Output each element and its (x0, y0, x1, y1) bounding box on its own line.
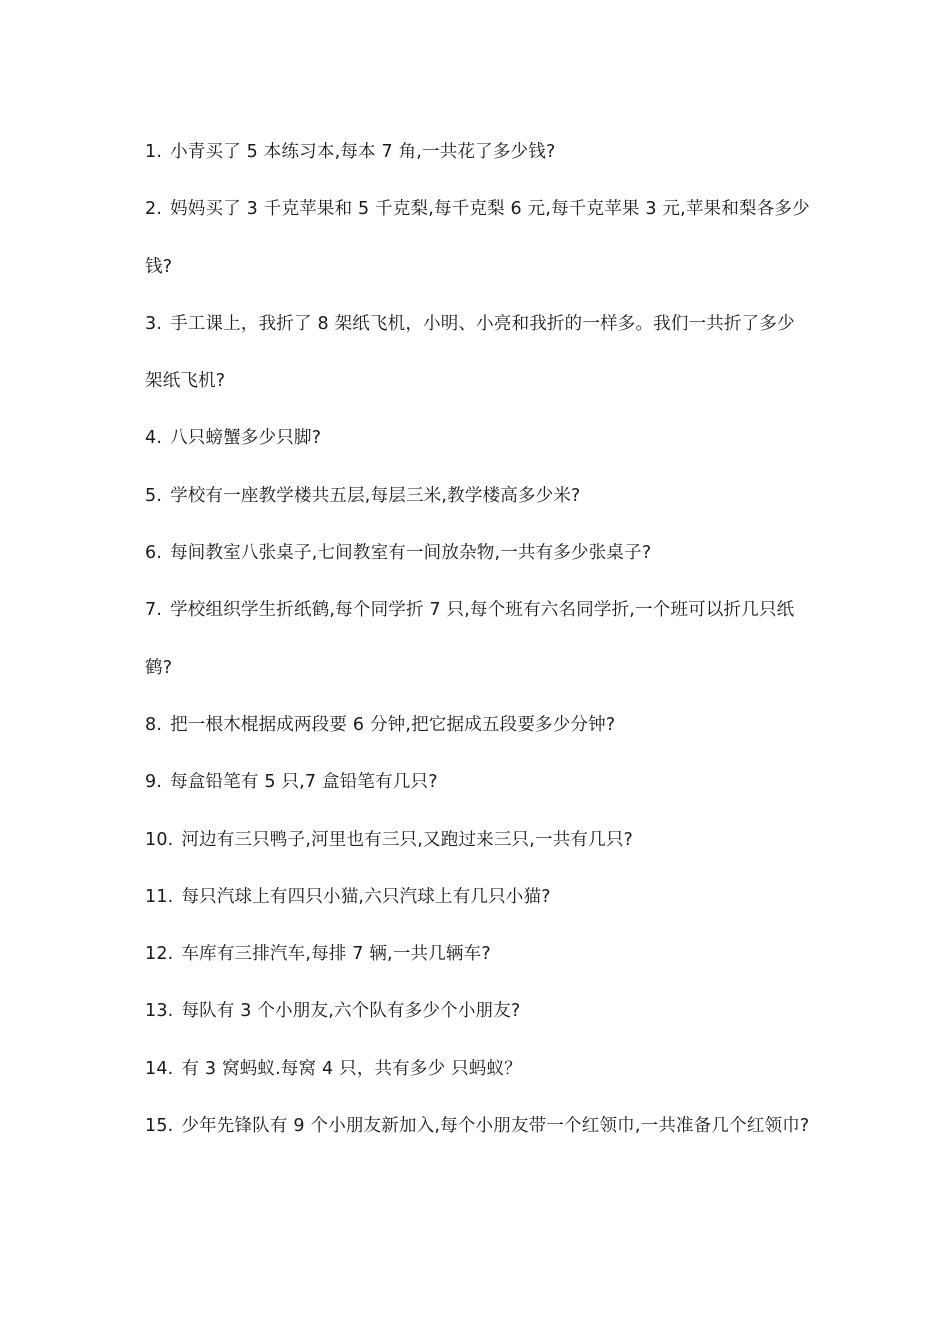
problem-number: 4. (145, 428, 163, 449)
problem-number: 7. (145, 600, 163, 621)
problem-item (145, 926, 810, 983)
problem-text: 每盒铅笔有 5 只,7 盒铅笔有几只? (170, 772, 438, 793)
problem-number: 14. (145, 1058, 174, 1079)
problem-text: 每队有 3 个小朋友,六个队有多少个小朋友? (181, 1001, 521, 1022)
problem-number: 15. (145, 1116, 174, 1137)
problem-text: 少年先锋队有 9 个小朋友新加入,每个小朋友带一个红领巾,一共准备几个红领巾? (181, 1116, 810, 1137)
problem-item (145, 1098, 810, 1155)
problem-text: 每只汽球上有四只小猫,六只汽球上有几只小猫? (181, 886, 551, 907)
problem-text: 八只螃蟹多少只脚? (170, 428, 322, 449)
problem-number: 5. (145, 485, 163, 506)
problem-number: 9. (145, 772, 163, 793)
problem-item (145, 468, 810, 525)
problem-item (145, 1041, 810, 1098)
problem-text: 妈妈买了 3 千克苹果和 5 千克梨,每千克梨 6 元,每千克苹果 3 元,苹果和梨各多少钱? (145, 199, 810, 277)
problem-item (145, 296, 810, 411)
problem-item (145, 410, 810, 467)
problem-item (145, 525, 810, 582)
problem-item (145, 869, 810, 926)
problem-number: 13. (145, 1001, 174, 1022)
problem-list (145, 124, 810, 1155)
problem-item (145, 124, 810, 181)
problem-item (145, 181, 810, 296)
problem-text: 有 3 窝蚂蚁.每窝 4 只，共有多少 只蚂蚁？ (181, 1058, 522, 1079)
problem-number: 2. (145, 199, 163, 220)
problem-item (145, 754, 810, 811)
problem-text: 手工课上，我折了 8 架纸飞机，小明、小亮和我折的一样多。我们一共折了多少架纸飞机? (145, 313, 795, 392)
problem-text: 小青买了 5 本练习本,每本 7 角,一共花了多少钱? (170, 142, 556, 162)
problem-text: 车库有三排汽车,每排 7 辆,一共几辆车? (181, 944, 491, 965)
problem-item (145, 582, 810, 697)
problem-item (145, 983, 810, 1040)
problem-number: 1. (145, 142, 163, 162)
problem-number: 6. (145, 543, 163, 564)
problem-number: 8. (145, 714, 163, 735)
problem-item (145, 812, 810, 869)
problem-number: 11. (145, 886, 174, 907)
problem-number: 10. (145, 829, 174, 850)
problem-item (145, 697, 810, 754)
problem-text: 学校组织学生折纸鹤,每个同学折 7 只,每个班有六名同学折,一个班可以折几只纸鹤? (145, 600, 795, 678)
problem-text: 每间教室八张桌子,七间教室有一间放杂物,一共有多少张桌子? (170, 543, 652, 564)
problem-number: 3. (145, 313, 163, 334)
problem-text: 河边有三只鸭子,河里也有三只,又跑过来三只,一共有几只? (181, 829, 634, 850)
problem-text: 学校有一座教学楼共五层,每层三米,教学楼高多少米? (170, 485, 581, 506)
problem-text: 把一根木棍据成两段要 6 分钟,把它据成五段要多少分钟? (170, 714, 616, 735)
problem-number: 12. (145, 944, 174, 965)
